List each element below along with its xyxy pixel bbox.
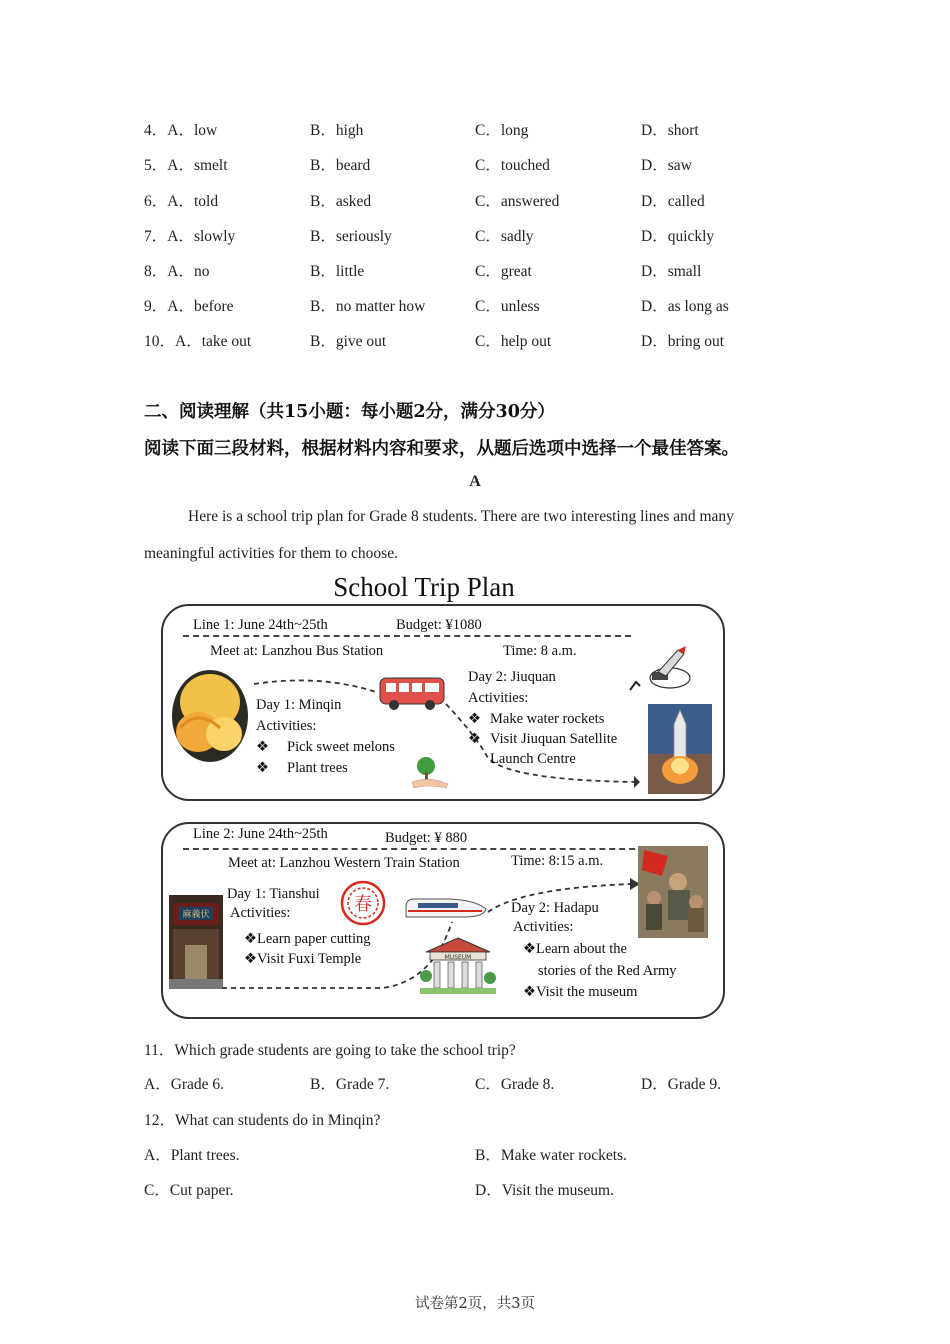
line1-day2-activity-1: Make water rockets [490, 711, 605, 727]
line1-day1-title: Day 1: Minqin [256, 697, 342, 713]
option-c: C．sadly [475, 228, 534, 245]
museum-icon [420, 936, 496, 998]
line2-time: Time: 8:15 a.m. [511, 853, 604, 869]
cloze-question-8 [144, 259, 844, 283]
intro-line-2: meaningful activities for them to choose. [144, 545, 398, 562]
question-12-options-row2 [144, 1178, 844, 1202]
question-11-stem: 11．Which grade students are going to take the school trip? [144, 1042, 516, 1059]
question-number: 9．A．before [144, 298, 234, 315]
page-footer: 试卷第2页，共3页 [415, 1296, 535, 1312]
question-number: 4．A．low [144, 122, 218, 139]
temple-plaque-text: 麻義伏 [182, 910, 210, 920]
line1-budget: Budget: ¥1080 [396, 617, 482, 633]
bullet-icon: ❖ [256, 760, 269, 776]
museum-sign-text: MUSEUM [444, 954, 472, 961]
cloze-question-4 [144, 118, 844, 142]
line1-time: Time: 8 a.m. [503, 643, 577, 659]
line2-day2-activity-2: ❖Visit the museum [523, 984, 638, 1000]
cloze-question-7 [144, 224, 844, 248]
line2-meet: Meet at: Lanzhou Western Train Station [228, 855, 460, 871]
red-army-painting [638, 846, 708, 938]
question-number: 8．A．no [144, 263, 210, 280]
question-number: 7．A．slowly [144, 228, 236, 245]
passage-label: A [469, 473, 481, 490]
option-c: C．touched [475, 157, 550, 174]
cloze-question-5 [144, 153, 844, 177]
line1-day2-activity-2: Visit Jiuquan Satellite [490, 731, 618, 747]
option-b[interactable]: B．Make water rockets. [475, 1147, 627, 1164]
option-d: D．bring out [641, 333, 725, 350]
option-c: C．unless [475, 298, 540, 315]
line1-day2-activity-2b: Launch Centre [490, 751, 576, 767]
cloze-question-9 [144, 294, 844, 318]
option-b: B．beard [310, 157, 371, 174]
water-rocket-icon [628, 644, 692, 696]
tree-planting-icon [410, 754, 452, 790]
option-d: D．short [641, 122, 699, 139]
line2-day2-activity-1b: stories of the Red Army [538, 963, 677, 979]
line1-day2-activities-label: Activities: [468, 690, 529, 706]
question-number: 5．A．smelt [144, 157, 228, 174]
plan-title: School Trip Plan [333, 572, 515, 602]
question-11-options [144, 1072, 844, 1096]
option-a[interactable]: A．Plant trees. [144, 1147, 240, 1164]
line2-day1-activity-2: ❖Visit Fuxi Temple [244, 951, 362, 967]
option-c: C．great [475, 263, 532, 280]
option-b[interactable]: B．Grade 7. [310, 1076, 390, 1093]
bullet-icon: ❖ [256, 739, 269, 755]
option-b: B．no matter how [310, 298, 426, 315]
line1-divider [183, 635, 631, 637]
option-b: B．little [310, 263, 365, 280]
launch-centre-photo [648, 704, 712, 794]
fuxi-temple-photo [169, 895, 223, 989]
option-b: B．asked [310, 193, 372, 210]
line1-header: Line 1: June 24th~25th [193, 617, 328, 633]
line2-divider [183, 848, 645, 850]
line2-day1-activity-1: ❖Learn paper cutting [244, 931, 371, 947]
section-title: 二、阅读理解（共15小题：每小题2分，满分30分） [144, 402, 555, 422]
line1-day2-title: Day 2: Jiuquan [468, 669, 556, 685]
option-c: C．help out [475, 333, 552, 350]
melon-image [168, 668, 252, 770]
line2-day2-activities-label: Activities: [513, 919, 574, 935]
bullet-icon: ❖ [468, 711, 481, 727]
line2-day2-activity-1: ❖Learn about the [523, 941, 627, 957]
option-b: B．give out [310, 333, 387, 350]
option-c: C．answered [475, 193, 560, 210]
option-c[interactable]: C．Cut paper. [144, 1182, 234, 1199]
line1-day1-activity-1: Pick sweet melons [287, 739, 395, 755]
intro-line-1: Here is a school trip plan for Grade 8 students. There are two interesting lines and many [188, 508, 734, 525]
svg-text:春: 春 [354, 894, 372, 915]
line2-day1-activities-label: Activities: [230, 905, 291, 921]
option-d: D．called [641, 193, 705, 210]
option-b: B．high [310, 122, 364, 139]
question-number: 10．A．take out [144, 333, 252, 350]
bus-icon [378, 674, 448, 712]
option-a[interactable]: A．Grade 6. [144, 1076, 225, 1093]
question-12-options-row1 [144, 1143, 844, 1167]
option-d: D．quickly [641, 228, 715, 245]
line2-budget: Budget: ¥ 880 [385, 830, 468, 846]
line2-header: Line 2: June 24th~25th [193, 826, 328, 842]
option-d: D．as long as [641, 298, 729, 315]
cloze-question-6 [144, 189, 844, 213]
line1-meet: Meet at: Lanzhou Bus Station [210, 643, 384, 659]
line1-day1-activities-label: Activities: [256, 718, 317, 734]
line1-day1-activity-2: Plant trees [287, 760, 348, 776]
line2-day2-title: Day 2: Hadapu [511, 900, 599, 916]
question-12-stem: 12．What can students do in Minqin? [144, 1112, 381, 1129]
option-d[interactable]: D．Grade 9. [641, 1076, 722, 1093]
option-d[interactable]: D．Visit the museum. [475, 1182, 614, 1199]
option-c[interactable]: C．Grade 8. [475, 1076, 555, 1093]
line2-day1-title: Day 1: Tianshui [227, 886, 320, 902]
option-d: D．small [641, 263, 702, 280]
bullet-icon: ❖ [468, 731, 481, 747]
section-instruction: 阅读下面三段材料，根据材料内容和要求，从题后选项中选择一个最佳答案。 [144, 439, 739, 459]
cloze-question-10 [144, 329, 844, 353]
option-c: C．long [475, 122, 529, 139]
option-b: B．seriously [310, 228, 392, 245]
question-number: 6．A．told [144, 193, 219, 210]
option-d: D．saw [641, 157, 692, 174]
